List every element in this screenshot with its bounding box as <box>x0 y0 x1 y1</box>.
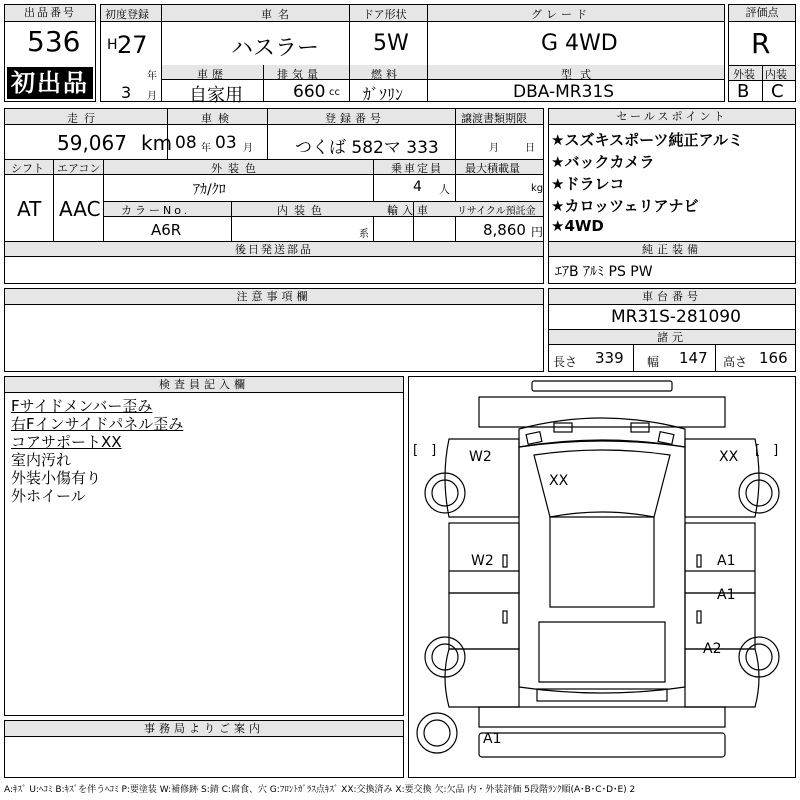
transfer-month: 月 <box>489 143 499 154</box>
capacity-unit: 人 <box>439 183 450 196</box>
ext-color-label: 外装色 <box>211 162 262 175</box>
car-outline-diagram <box>409 377 795 777</box>
damage-mark: XX <box>549 473 569 489</box>
sales-point-item: ★バックカメラ <box>551 153 655 171</box>
era: H <box>107 37 118 53</box>
inspection-year: 08 <box>175 133 197 153</box>
damage-mark: A1 <box>717 587 736 603</box>
door-type: 5W <box>373 31 409 56</box>
damage-mark: A1 <box>717 553 736 569</box>
office-box <box>4 720 404 778</box>
model-label: 型式 <box>561 68 599 81</box>
year-unit: 年 <box>147 71 157 82</box>
transfer-day: 日 <box>525 143 535 154</box>
inspection-label: 車検 <box>201 112 235 125</box>
damage-diagram <box>408 376 796 778</box>
ext-color: ｱｶ/ｸﾛ <box>193 182 226 198</box>
vehicle-header <box>100 4 725 106</box>
score: R <box>751 27 771 60</box>
mileage: 59,067 <box>57 131 127 155</box>
int-color-unit: 系 <box>359 229 369 240</box>
length: 339 <box>595 349 624 367</box>
inspector-note: Fサイドメンバー歪み <box>11 397 153 415</box>
first-listing-badge: 初出品 <box>7 67 93 99</box>
header-label-row <box>101 5 724 22</box>
width-label: 幅 <box>647 355 660 369</box>
history: 自家用 <box>189 85 243 106</box>
fuel-label: 燃料 <box>371 68 401 81</box>
sales-point-item: ★スズキスポーツ純正アルミ <box>551 131 743 149</box>
capacity-label: 乗車定員 <box>391 162 443 175</box>
equipment-label: 純正装備 <box>549 242 795 257</box>
header-label-row-2 <box>162 65 724 80</box>
chassis-box <box>548 288 796 372</box>
int-color-label: 内装色 <box>277 204 328 217</box>
first-reg-year: 27 <box>117 31 148 59</box>
recycle-unit: 円 <box>531 225 544 239</box>
month-unit: 月 <box>147 91 157 102</box>
transfer-label: 譲渡書類期限 <box>461 112 527 125</box>
history-label: 車歴 <box>197 68 227 81</box>
color-no-label: カラーNo. <box>121 204 191 217</box>
load-label: 最大積載量 <box>465 162 520 175</box>
damage-mark: W2 <box>471 553 494 569</box>
sales-point-item: ★カロッツェリアナビ <box>551 197 699 215</box>
legend: A:ｷｽﾞ U:ﾍｺﾐ B:ｷｽﾞを伴うﾍｺﾐ P:要塗装 W:補修跡 S:錆 C:腐食、穴 G:ﾌﾛﾝﾄｶﾞﾗｽ点ｷｽﾞ XX:交換済み X:要交換 欠:欠品 内・外装評価 5段階ﾗﾝｸ順(A･B･C･D･E) 2 <box>4 785 636 795</box>
capacity: 4 <box>413 179 422 195</box>
sales-point-item: ★4WD <box>551 217 604 235</box>
inspector-label: 検査員記入欄 <box>5 377 403 393</box>
sales-point-item: ★ドラレコ <box>551 175 625 193</box>
inspector-note: コアサポートXX <box>11 433 122 451</box>
inspection-month: 03 <box>215 133 237 153</box>
lot-number: 536 <box>27 25 81 58</box>
mileage-label: 走行 <box>67 112 101 125</box>
sales-points-box <box>548 108 796 284</box>
door-label: ドア形状 <box>363 8 407 21</box>
height: 166 <box>759 349 788 367</box>
registration-number: つくば 582マ 333 <box>295 138 439 158</box>
inspector-note: 右Fインサイドパネル歪み <box>11 415 184 433</box>
exterior-label: 外装 <box>733 68 755 81</box>
length-label: 長さ <box>553 355 578 369</box>
fuel: ｶﾞｿﾘﾝ <box>363 85 404 104</box>
score-box <box>728 4 796 102</box>
notes-label: 注意事項欄 <box>5 289 543 305</box>
height-label: 高さ <box>723 355 748 369</box>
bracket-left: [ ] <box>413 443 437 458</box>
interior-label: 内装 <box>765 68 787 81</box>
first-reg-label: 初度登録 <box>105 8 149 21</box>
first-reg-month: 3 <box>121 83 132 102</box>
office-label: 事務局よりご案内 <box>5 721 403 737</box>
chassis-number: MR31S-281090 <box>611 307 741 327</box>
mileage-unit: km <box>141 131 173 155</box>
interior-grade: C <box>771 81 784 102</box>
score-label: 評価点 <box>729 5 795 22</box>
car-name-label: 車名 <box>261 8 295 21</box>
damage-mark: A2 <box>703 641 722 657</box>
damage-mark: XX <box>719 449 739 465</box>
displacement-unit: cc <box>329 87 340 98</box>
inspection-month-unit: 月 <box>243 143 253 154</box>
sales-points-label: セールスポイント <box>549 109 795 125</box>
displacement-label: 排気量 <box>277 68 322 81</box>
inspector-note: 室内汚れ <box>11 451 72 469</box>
model: DBA-MR31S <box>513 82 615 102</box>
ac-label: エアコン <box>57 162 101 175</box>
import-label: 輸入車 <box>387 204 432 217</box>
bracket-right: [ ] <box>755 443 779 458</box>
shift: AT <box>17 197 42 221</box>
color-number: A6R <box>151 221 182 239</box>
car-name: ハスラー <box>231 36 320 61</box>
exterior-grade: B <box>737 81 750 102</box>
later-parts-label: 後日発送部品 <box>5 242 543 257</box>
lot-number-box <box>4 4 96 102</box>
grade-label: グレード <box>531 8 591 21</box>
load-unit: kg <box>531 183 544 194</box>
inspector-note: 外装小傷有り <box>11 469 102 487</box>
recycle-fee: 8,860 <box>483 221 526 239</box>
inspection-year-unit: 年 <box>201 143 211 154</box>
ac: AAC <box>59 197 101 221</box>
specs-label: 諸元 <box>549 330 795 345</box>
notes-box <box>4 288 544 372</box>
damage-mark: A1 <box>483 731 502 747</box>
lot-number-label: 出品番号 <box>5 5 95 22</box>
damage-mark: W2 <box>469 449 492 465</box>
inspector-note: 外ホイール <box>11 487 86 505</box>
recycle-label: リサイクル預託金 <box>457 206 536 217</box>
shift-label: シフト <box>11 162 44 175</box>
displacement: 660 <box>293 82 326 102</box>
chassis-label: 車台番号 <box>549 289 795 305</box>
width: 147 <box>679 349 708 367</box>
inspector-box <box>4 376 404 716</box>
details-box <box>4 108 544 284</box>
grade: G 4WD <box>541 31 618 56</box>
equipment-list: ｴｱB ｱﾙﾐ PS PW <box>555 264 653 280</box>
reg-no-label: 登録番号 <box>325 112 385 125</box>
